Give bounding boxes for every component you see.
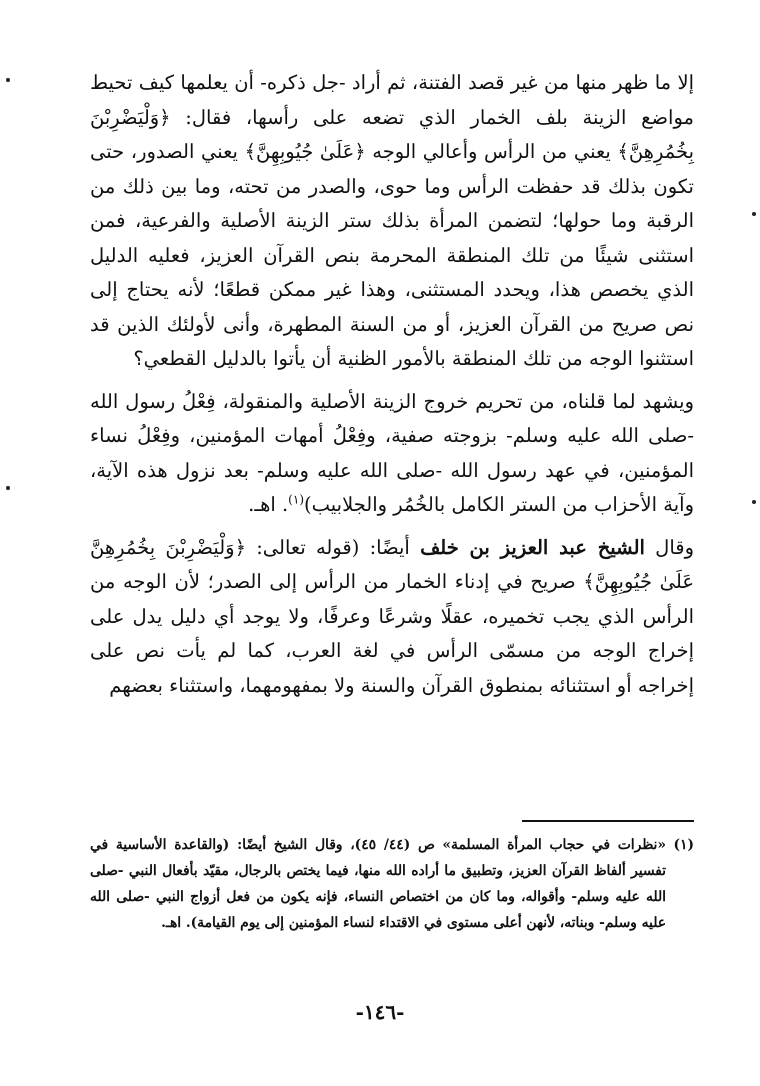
paragraph-3-text-c: صريح في إدناء الخمار من الرأس إلى الصدر؛ لأن الوجه من الرأس الذي يجب تخميره، عقلًا وشرعًا وعرفًا، ولا يوجد أي دليل يدل على إخراج الوجه من مسمّى الرأس في لغة العرب، كما لم يأت نص على إخراجه أو استثنائه بمنطوق القرآن والسنة ولا بمفهومهما، واستثناء بعضهم <box>90 570 694 697</box>
quran-verse-1: ﴿وَلْيَضْرِبْنَ بِخُمُرِهِنَّ﴾ <box>90 105 695 163</box>
scholar-name: الشيخ عبد العزيز بن خلف <box>420 535 645 559</box>
scan-mark <box>752 212 756 216</box>
footnote-number: (١) <box>673 837 694 853</box>
paragraph-1-text-a: إلا ما ظهر منها من غير قصد الفتنة، ثم أراد -جل ذكره- أن يعلمها كيف تحيط مواضع الزينة بلف الخمار الذي تضعه على رأسها، فقال: <box>90 71 694 129</box>
footnote-divider <box>522 820 694 822</box>
footnotes <box>90 832 694 936</box>
scan-mark <box>6 78 10 82</box>
paragraph-3 <box>90 531 694 704</box>
paragraph-1 <box>90 66 694 377</box>
paragraph-1-text-b: يعني من الرأس وأعالي الوجه <box>365 140 618 163</box>
main-text <box>90 66 694 703</box>
page-number: -١٤٦- <box>355 1000 405 1024</box>
footnote-1 <box>90 832 694 936</box>
scan-mark <box>6 486 10 490</box>
quran-verse-2: ﴿عَلَىٰ جُيُوبِهِنَّ﴾ <box>244 140 366 163</box>
paragraph-2-end: . اهـ. <box>248 493 289 516</box>
scan-mark <box>752 500 756 504</box>
paragraph-2 <box>90 385 694 523</box>
paragraph-3-text-b: أيضًا: (قوله تعالى: <box>246 535 421 559</box>
paragraph-1-text-c: يعني الصدور، حتى تكون بذلك قد حفظت الرأس وما حوى، والصدر من تحته، وما بين ذلك من الرقبة وما حولها؛ لتضمن المرأة بذلك ستر الزينة الأصلية والفرعية، فمن استثنى شيئًا من تلك المنطقة المحرمة بنص القرآن العزيز، فعليه الدليل الذي يخصص هذا، ويحدد المستثنى، وهذا غير ممكن قطعًا؛ لأنه يحتاج إلى نص صريح من القرآن العزيز، أو من السنة المطهرة، وأنى لأولئك الذين قد استثنوا الوجه من تلك المنطقة بالأمور الظنية أن يأتوا بالدليل القطعي؟ <box>90 140 694 370</box>
paragraph-3-text-a: وقال <box>644 535 694 559</box>
footnote-reference[interactable]: (١) <box>288 492 304 507</box>
paragraph-2-text: ويشهد لما قلناه، من تحريم خروج الزينة الأصلية والمنقولة، فِعْلُ رسول الله -صلى الله عليه وسلم- بزوجته صفية، وفِعْلُ أمهات المؤمنين، وفِعْلُ نساء المؤمنين، في عهد رسول الله -صلى الله عليه وسلم- بعد نزول هذه الآية، وآية الأحزاب من الستر الكامل بالخُمُر والجلابيب) <box>90 389 694 516</box>
quran-verse-3: ﴿وَلْيَضْرِبْنَ بِخُمُرِهِنَّ عَلَىٰ جُيُوبِهِنَّ﴾ <box>90 535 694 593</box>
footnote-text: «نظرات في حجاب المرأة المسلمة» ص (٤٤/ ٤٥)، وقال الشيخ أيضًا: (والقاعدة الأساسية في تفسير ألفاظ القرآن العزيز، وتطبيق ما أراده الله منها، فيما يختص بالرجال، مقيّد بأفعال النبي -صلى الله عليه وسلم- وأقواله، وما كان من اختصاص النساء، فإنه يكون من فعل أزواج النبي -صلى الله عليه وسلم- وبناته، لأنهن أعلى مستوى في الاقتداء لنساء المؤمنين إلى يوم القيامة). اهـ. <box>90 837 667 931</box>
